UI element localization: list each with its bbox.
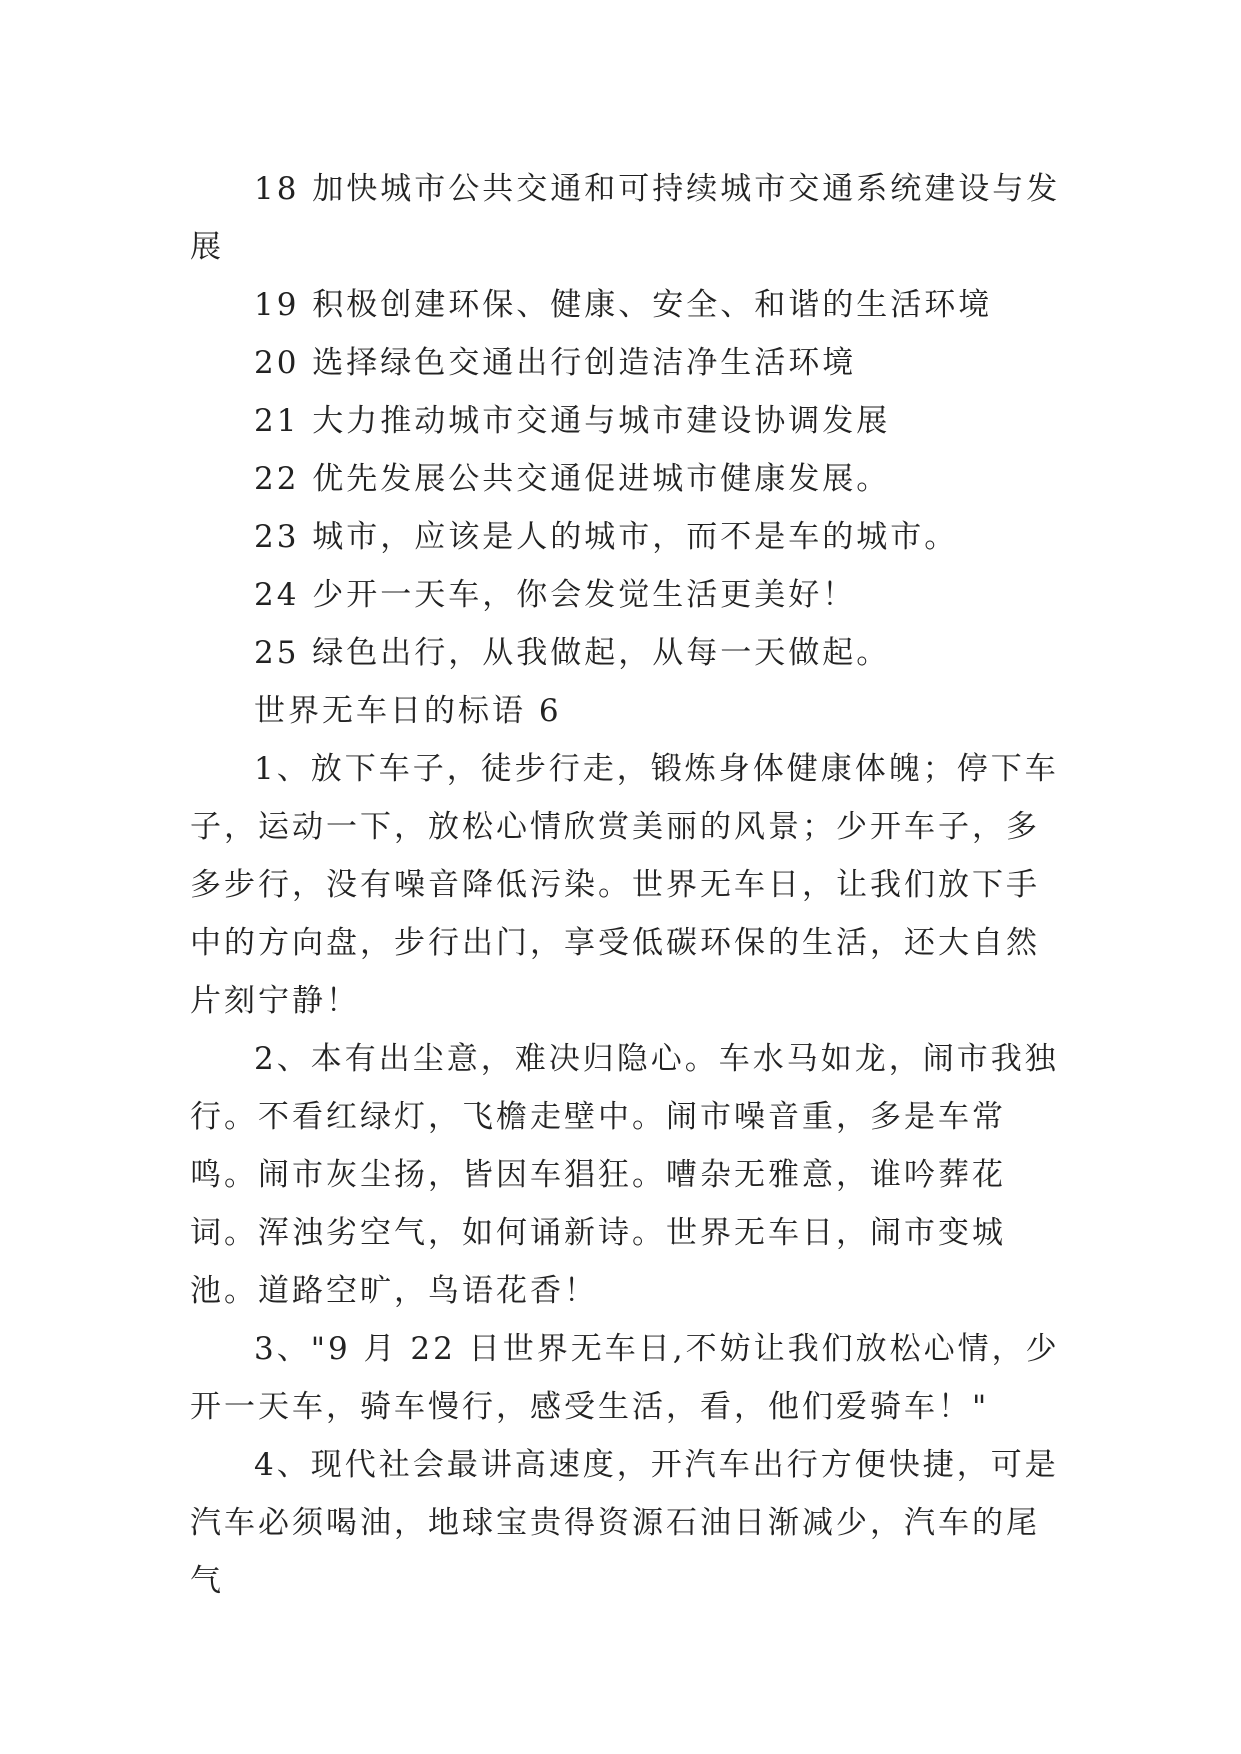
slogan-18: 18 加快城市公共交通和可持续城市交通系统建设与发展 xyxy=(190,171,1061,265)
slogan-19: 19 积极创建环保、健康、安全、和谐的生活环境 xyxy=(254,287,993,323)
slogan-23: 23 城市，应该是人的城市，而不是车的城市。 xyxy=(254,519,959,555)
document-body xyxy=(190,160,1070,1610)
slogan-24: 24 少开一天车，你会发觉生活更美好！ xyxy=(254,577,857,613)
paragraph-1: 1、放下车子，徒步行走，锻炼身体健康体魄；停下车子，运动一下，放松心情欣赏美丽的风景；少开车子，多多步行，没有噪音降低污染。世界无车日，让我们放下手中的方向盘，步行出门，享受低碳环保的生活，还大自然片刻宁静！ xyxy=(190,751,1059,1019)
slogan-20: 20 选择绿色交通出行创造洁净生活环境 xyxy=(254,345,857,381)
slogan-22: 22 优先发展公共交通促进城市健康发展。 xyxy=(254,461,891,497)
slogan-25: 25 绿色出行，从我做起，从每一天做起。 xyxy=(254,635,891,671)
paragraph-2: 2、本有出尘意，难决归隐心。车水马如龙，闹市我独行。不看红绿灯，飞檐走壁中。闹市噪音重，多是车常鸣。闹市灰尘扬，皆因车猖狂。嘈杂无雅意，谁吟葬花词。浑浊劣空气，如何诵新诗。世界无车日，闹市变城池。道路空旷，鸟语花香！ xyxy=(190,1041,1059,1309)
slogan-21: 21 大力推动城市交通与城市建设协调发展 xyxy=(254,403,891,439)
paragraph-3: 3、"9 月 22 日世界无车日,不妨让我们放松心情，少开一天车，骑车慢行，感受生活，看，他们爱骑车！" xyxy=(190,1331,1060,1425)
paragraph-4: 4、现代社会最讲高速度，开汽车出行方便快捷，可是汽车必须喝油，地球宝贵得资源石油日渐减少，汽车的尾气 xyxy=(190,1447,1059,1599)
section-heading: 世界无车日的标语 6 xyxy=(254,693,562,729)
